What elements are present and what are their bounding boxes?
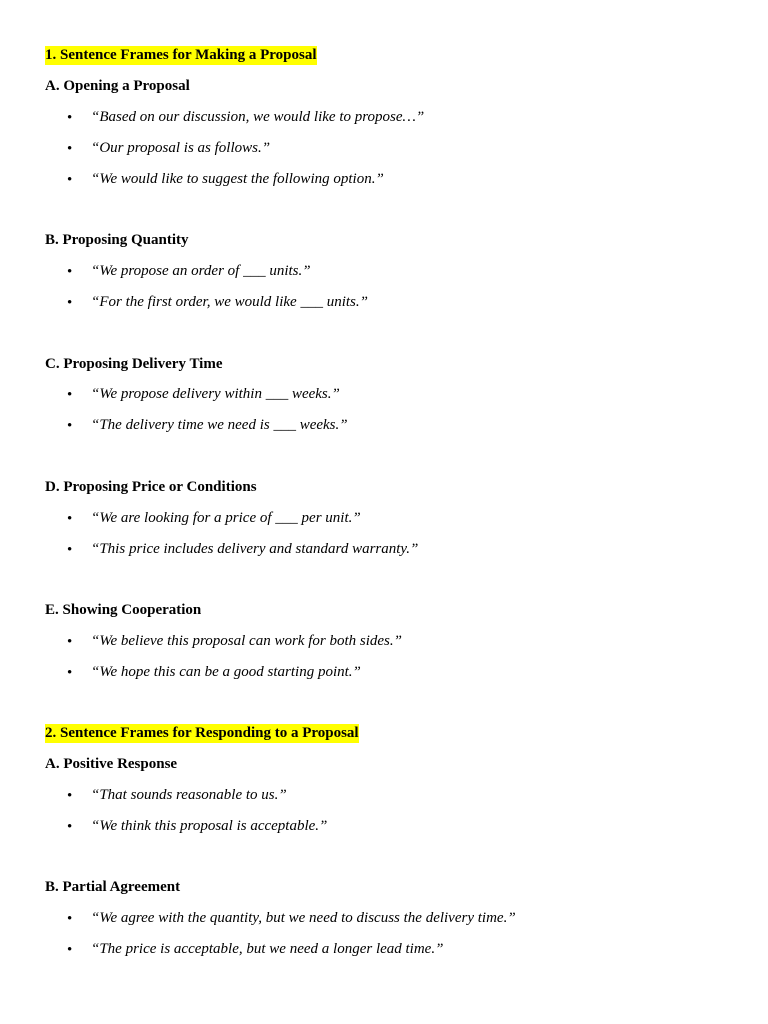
list-item: “We believe this proposal can work for both sides.” [91,633,402,649]
list-item: “We agree with the quantity, but we need to discuss the delivery time.” [91,910,516,926]
list-item: “The delivery time we need is ___ weeks.” [91,417,348,433]
bullet-dot: • [67,942,73,958]
section-2b-heading: B. Partial Agreement [45,879,181,895]
bullet-dot: • [67,542,73,558]
bullet-dot: • [67,511,73,527]
section-1d-heading: D. Proposing Price or Conditions [45,479,257,495]
bullet-dot: • [67,387,73,403]
section-2-title: 2. Sentence Frames for Responding to a Proposal [45,725,359,741]
section-2a-heading: A. Positive Response [45,756,178,772]
bullet-dot: • [67,911,73,927]
section-1c-heading: C. Proposing Delivery Time [45,356,223,372]
list-item: “We think this proposal is acceptable.” [91,818,328,834]
bullet-dot: • [67,172,73,188]
list-item: “Based on our discussion, we would like to propose…” [91,109,425,125]
bullet-dot: • [67,295,73,311]
section-1b-heading: B. Proposing Quantity [45,232,189,248]
bullet-dot: • [67,264,73,280]
list-item: “We would like to suggest the following option.” [91,171,384,187]
list-item: “This price includes delivery and standard warranty.” [91,541,419,557]
list-item: “We hope this can be a good starting point.” [91,664,361,680]
section-1-title: 1. Sentence Frames for Making a Proposal [45,47,317,63]
section-1e-heading: E. Showing Cooperation [45,602,202,618]
list-item: “For the first order, we would like ___ units.” [91,294,368,310]
bullet-dot: • [67,141,73,157]
list-item: “Our proposal is as follows.” [91,140,271,156]
list-item: “We are looking for a price of ___ per unit.” [91,510,361,526]
list-item: “That sounds reasonable to us.” [91,787,287,803]
bullet-dot: • [67,819,73,835]
list-item: “We propose an order of ___ units.” [91,263,311,279]
bullet-dot: • [67,634,73,650]
list-item: “We propose delivery within ___ weeks.” [91,386,340,402]
bullet-dot: • [67,418,73,434]
list-item: “The price is acceptable, but we need a longer lead time.” [91,941,444,957]
bullet-dot: • [67,788,73,804]
bullet-dot: • [67,110,73,126]
section-1a-heading: A. Opening a Proposal [45,78,190,94]
bullet-dot: • [67,665,73,681]
